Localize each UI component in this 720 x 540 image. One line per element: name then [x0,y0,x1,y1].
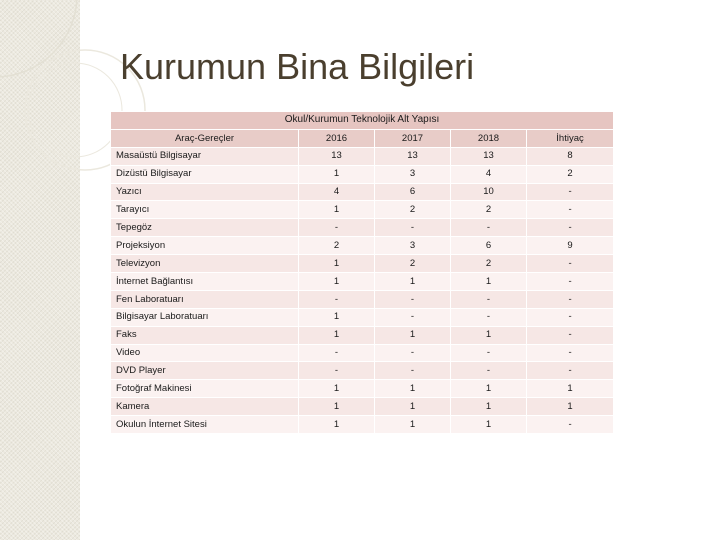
table-cell-need: - [527,326,614,344]
table-cell-2018: 10 [451,183,527,201]
table-cell-2016: - [299,344,375,362]
table-cell-2016: 4 [299,183,375,201]
table-cell-2016: - [299,362,375,380]
table-cell-need: 1 [527,380,614,398]
table-cell-need: 9 [527,237,614,255]
table-cell-2016: - [299,290,375,308]
table-cell-need: - [527,201,614,219]
table-cell-2018: 2 [451,201,527,219]
table-cell-2016: 1 [299,273,375,291]
table-cell-2017: 1 [375,326,451,344]
table-row [111,147,614,165]
table-cell-2018: 1 [451,398,527,416]
table-caption: Okul/Kurumun Teknolojik Alt Yapısı [111,112,614,130]
table-caption-row [111,112,614,130]
table-cell-2017: 1 [375,380,451,398]
table-cell-2017: - [375,219,451,237]
table-row [111,237,614,255]
table-cell-2017: - [375,290,451,308]
table-cell-need: - [527,255,614,273]
table-cell-equipment: Video [111,344,299,362]
table-cell-need: - [527,308,614,326]
table-cell-2018: 1 [451,326,527,344]
table-row [111,308,614,326]
table-row [111,416,614,434]
table-cell-2016: 1 [299,326,375,344]
table-cell-equipment: Televizyon [111,255,299,273]
table-row [111,255,614,273]
table-cell-need: - [527,362,614,380]
table-cell-2016: 13 [299,147,375,165]
table-cell-2018: - [451,362,527,380]
table-row [111,380,614,398]
table-cell-equipment: Faks [111,326,299,344]
table-cell-need: 8 [527,147,614,165]
table-row [111,183,614,201]
table-cell-need: - [527,290,614,308]
table-cell-2018: - [451,344,527,362]
table-cell-need: - [527,416,614,434]
table-cell-2018: - [451,219,527,237]
table-row [111,201,614,219]
table-cell-equipment: Tarayıcı [111,201,299,219]
table-cell-2018: 13 [451,147,527,165]
table-row [111,398,614,416]
table-cell-equipment: Kamera [111,398,299,416]
table-cell-2017: 1 [375,273,451,291]
table-cell-equipment: Fen Laboratuarı [111,290,299,308]
table-cell-need: 1 [527,398,614,416]
table-cell-2018: 2 [451,255,527,273]
table-cell-equipment: Bilgisayar Laboratuarı [111,308,299,326]
column-header-equipment: Araç-Gereçler [111,129,299,147]
table-cell-equipment: Yazıcı [111,183,299,201]
slide-title: Kurumun Bina Bilgileri [120,46,475,87]
table-cell-2016: 1 [299,308,375,326]
table-cell-2017: 1 [375,416,451,434]
column-header-need: İhtiyaç [527,129,614,147]
table-cell-need: - [527,183,614,201]
table-cell-2018: 1 [451,380,527,398]
table-cell-2016: 1 [299,255,375,273]
table-row [111,344,614,362]
table-cell-need: 2 [527,165,614,183]
table-header-row [111,129,614,147]
table-cell-2017: 2 [375,255,451,273]
table-cell-2017: 3 [375,237,451,255]
table-cell-2016: 1 [299,398,375,416]
table-cell-need: - [527,219,614,237]
table-cell-2016: - [299,219,375,237]
table-cell-2017: 13 [375,147,451,165]
column-header-2016: 2016 [299,129,375,147]
table-cell-2016: 1 [299,165,375,183]
technology-infrastructure-table [110,111,614,434]
table-cell-2017: 1 [375,398,451,416]
table-cell-2016: 1 [299,416,375,434]
table-row [111,362,614,380]
table-cell-2016: 2 [299,237,375,255]
table-cell-equipment: Masaüstü Bilgisayar [111,147,299,165]
table-row [111,290,614,308]
table-cell-need: - [527,273,614,291]
table-cell-2018: 1 [451,273,527,291]
table-cell-2018: 4 [451,165,527,183]
table-cell-equipment: Fotoğraf Makinesi [111,380,299,398]
table-cell-equipment: Tepegöz [111,219,299,237]
table-cell-2017: 3 [375,165,451,183]
table-row [111,165,614,183]
table-cell-2018: - [451,308,527,326]
table-cell-2018: - [451,290,527,308]
column-header-2017: 2017 [375,129,451,147]
table-cell-2017: - [375,344,451,362]
table-cell-equipment: Dizüstü Bilgisayar [111,165,299,183]
table-cell-2018: 1 [451,416,527,434]
table-cell-equipment: Okulun İnternet Sitesi [111,416,299,434]
table-cell-2016: 1 [299,201,375,219]
table-cell-equipment: DVD Player [111,362,299,380]
table-row [111,273,614,291]
table-cell-equipment: Projeksiyon [111,237,299,255]
table-cell-2017: - [375,308,451,326]
column-header-2018: 2018 [451,129,527,147]
table-row [111,219,614,237]
table-cell-equipment: İnternet Bağlantısı [111,273,299,291]
table-cell-2018: 6 [451,237,527,255]
table-cell-2017: - [375,362,451,380]
table-row [111,326,614,344]
table-cell-2017: 6 [375,183,451,201]
table-cell-need: - [527,344,614,362]
table-cell-2016: 1 [299,380,375,398]
table-cell-2017: 2 [375,201,451,219]
